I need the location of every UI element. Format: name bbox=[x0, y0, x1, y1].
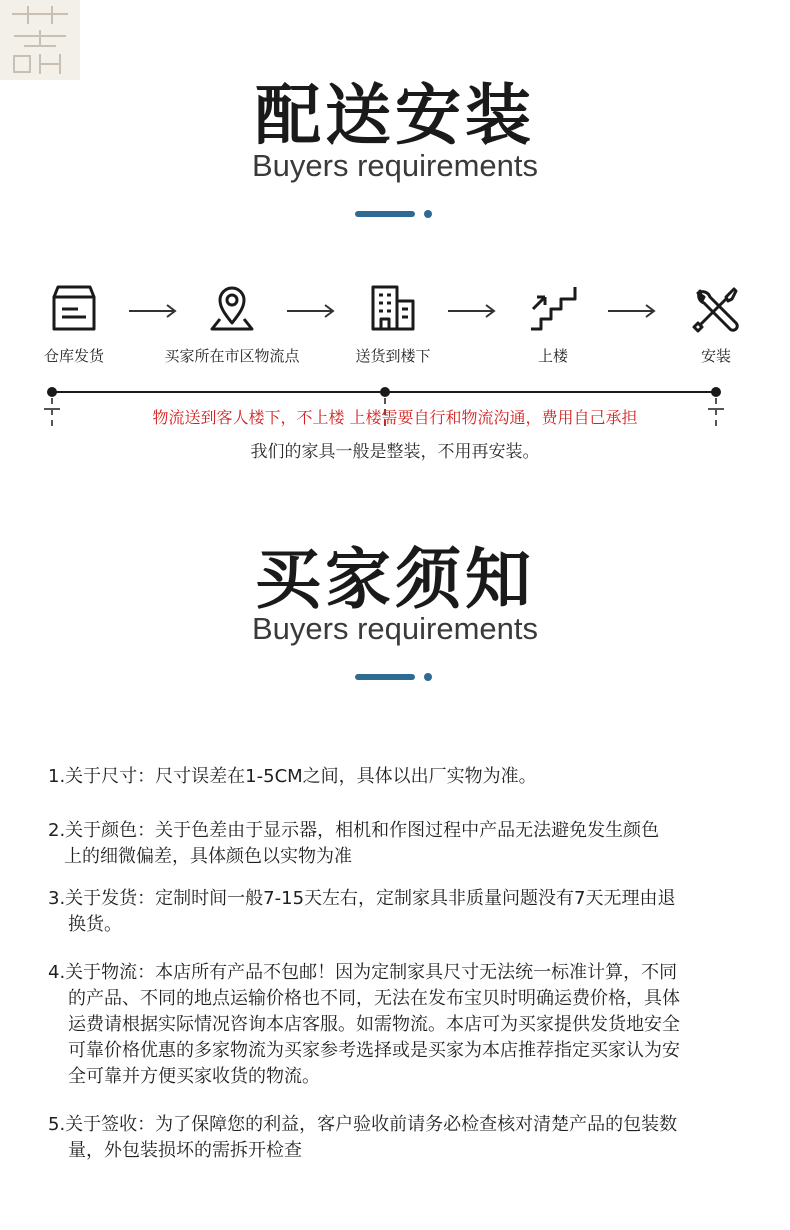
delivery-title: 配送安装 bbox=[255, 77, 535, 154]
step-label-install: 安装 bbox=[700, 347, 732, 365]
notice-line: 5.关于签收：为了保障您的利益，客户验收前请务必检查核对清楚产品的包装数 bbox=[48, 1114, 678, 1135]
flow-arrow-icon bbox=[448, 304, 496, 318]
notice-signing bbox=[48, 1112, 677, 1164]
stairs-icon bbox=[527, 283, 579, 335]
delivery-divider bbox=[355, 210, 433, 218]
notice-line: 运费请根据实际情况咨询本店客服。如需物流。本店可为买家提供发货地安全 bbox=[68, 1014, 680, 1035]
flow-arrow-icon bbox=[129, 304, 177, 318]
notice-line: 全可靠并方便买家收货的物流。 bbox=[68, 1066, 320, 1087]
warehouse-box-icon bbox=[48, 283, 100, 335]
notice-line: 换货。 bbox=[68, 914, 122, 935]
flow-arrow-icon bbox=[608, 304, 656, 318]
step-label-upstairs: 上楼 bbox=[537, 347, 569, 365]
notice-shipping bbox=[48, 886, 675, 938]
building-icon bbox=[367, 283, 419, 335]
notice-line: 3.关于发货：定制时间一般7-15天左右，定制家具非质量问题没有7天无理由退 bbox=[48, 888, 676, 909]
notice-color bbox=[48, 818, 659, 870]
notice-line: 量，外包装损坏的需拆开检查 bbox=[68, 1140, 302, 1161]
notice-line: 2.关于颜色：关于色差由于显示器，相机和作图过程中产品无法避免发生颜色 bbox=[48, 820, 660, 841]
notice-divider bbox=[355, 673, 433, 681]
timeline-dot-start bbox=[47, 387, 57, 397]
notice-line: 可靠价格优惠的多家物流为买家参考选择或是买家为本店推荐指定买家认为安 bbox=[68, 1040, 680, 1061]
location-pin-icon bbox=[206, 283, 258, 335]
delivery-subtitle: Buyers requirements bbox=[251, 148, 538, 183]
assembly-note: 我们的家具一般是整装，不用再安装。 bbox=[250, 442, 540, 462]
notice-line: 上的细微偏差，具体颜色以实物为准 bbox=[64, 846, 352, 867]
step-label-warehouse: 仓库发货 bbox=[43, 347, 105, 365]
tools-icon bbox=[690, 283, 742, 335]
step-label-downstairs: 送货到楼下 bbox=[355, 347, 431, 365]
step-label-logistics-point: 买家所在市区物流点 bbox=[164, 347, 300, 365]
notice-logistics bbox=[48, 960, 680, 1090]
notice-title: 买家须知 bbox=[255, 541, 535, 618]
notice-line: 4.关于物流：本店所有产品不包邮！因为定制家具尺寸无法统一标准计算，不同 bbox=[48, 962, 678, 983]
delivery-warning-note: 物流送到客人楼下，不上楼 上楼需要自行和物流沟通，费用自己承担 bbox=[152, 408, 638, 427]
notice-line: 1.关于尺寸：尺寸误差在1-5CM之间，具体以出厂实物为准。 bbox=[48, 766, 537, 787]
timeline-dot-end bbox=[711, 387, 721, 397]
notice-size bbox=[48, 764, 537, 790]
flow-arrow-icon bbox=[287, 304, 335, 318]
timeline-dot-middle bbox=[380, 387, 390, 397]
notice-subtitle: Buyers requirements bbox=[251, 611, 538, 646]
notice-line: 的产品、不同的地点运输价格也不同，无法在发布宝贝时明确运费价格，具体 bbox=[68, 988, 680, 1009]
